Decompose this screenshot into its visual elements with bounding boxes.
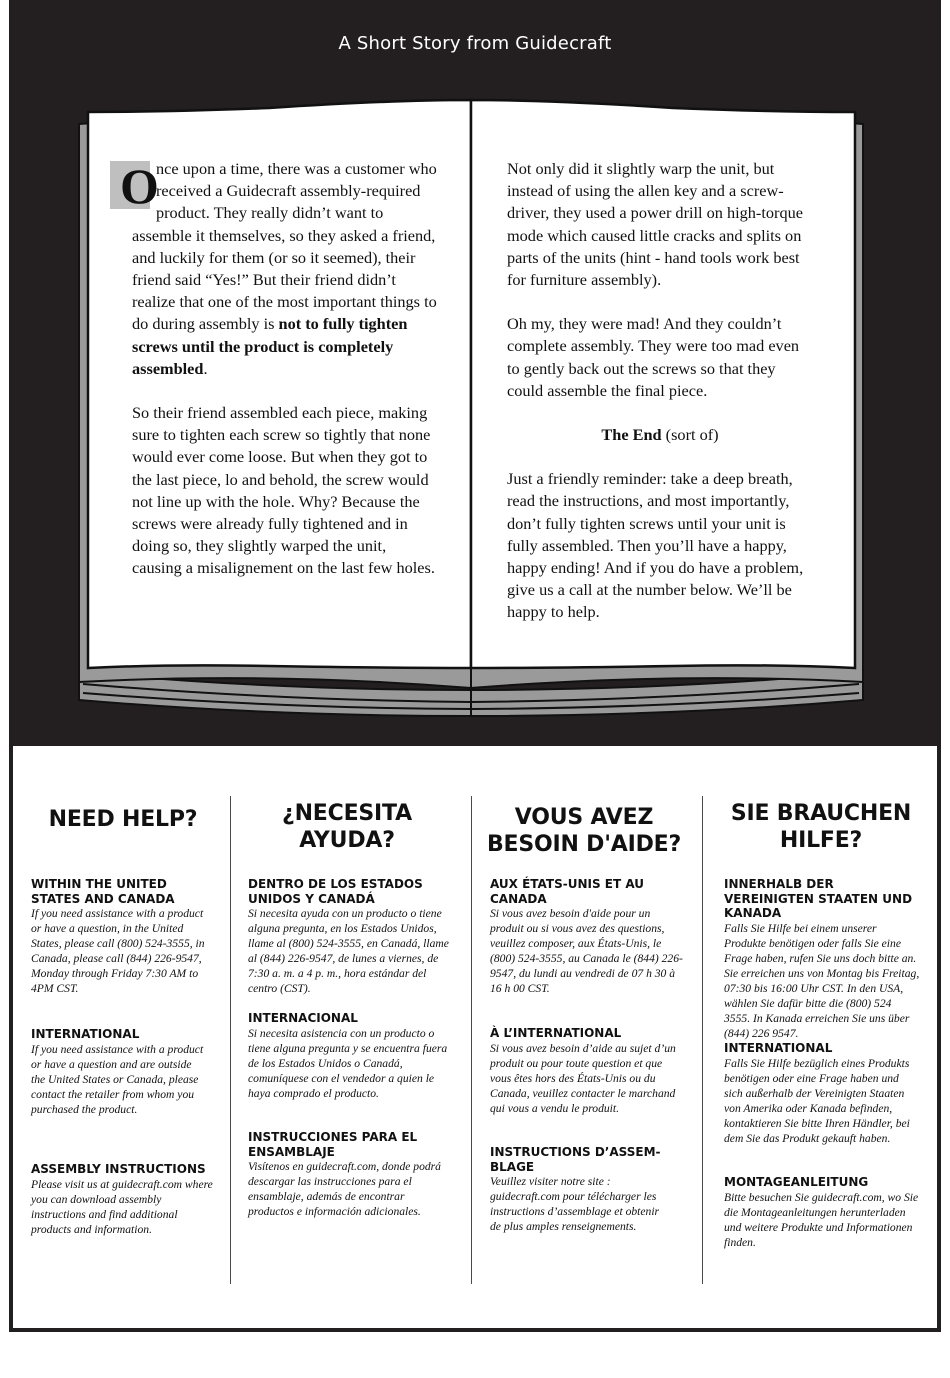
help-heading: VOUS AVEZ BESOIN D'AIDE?	[486, 805, 682, 857]
story-paragraph-3: Not only did it slightly warp the unit, but instead of using the allen key and a screw-driver, they used a power drill on high-torque mode which caused little cracks and splits on parts of the units (hint - hand tools work best for furniture assembly).	[507, 159, 803, 290]
section-body: Falls Sie Hilfe bezüglich eines Produkts benötigen oder eine Frage haben und sich außerhalb der Vereinigten Staaten von Amerika oder Kanada befinden, kontaktieren Sie bitte Ihren Händler, bei dem Sie das Produkt gekauft haben.	[724, 1056, 910, 1145]
help-section-assembly	[490, 1145, 666, 1234]
help-heading: ¿NECESITA AYUDA?	[282, 801, 412, 853]
story-paragraph-2: So their friend assembled each piece, making sure to tighten each screw so tightly that none would ever come loose. But when they got to the last piece, lo and behold, the screw would not line up with the hole. Why? Because the screws were already fully tightened and in doing so, they slightly warped the unit, causing a misalignement on the last few holes.	[132, 403, 435, 578]
section-body: Si vous avez besoin d’aide au sujet d’un produit ou pour toute question et que vous êtes hors des États-Unis ou du Canada, veuillez contacter le marchand qui vous a vendu le produit.	[490, 1041, 676, 1115]
column-divider	[471, 796, 472, 1284]
section-body: If you need assistance with a product or have a question and are outside the United States or Canada, please contact the retailer from whom you purchased the product.	[31, 1042, 204, 1116]
column-divider	[230, 796, 231, 1284]
help-section-international	[31, 1027, 207, 1117]
story-paragraph-5: Just a friendly reminder: take a deep breath, read the instructions, and most importantly, don’t fully tighten screws until your unit is fully assembled. Then you’ll have a happy, happy ending! And if you do have a problem, give us a call at the number below. We’ll be happy to help.	[507, 469, 804, 622]
section-body: Veuillez visiter notre site : guidecraft.com pour télécharger les instructions d’assemblage et obtenir de plus amples renseignements.	[490, 1175, 660, 1233]
section-title: INTERNATIONAL	[724, 1041, 833, 1055]
help-section-international	[724, 1041, 920, 1146]
the-end-rest: (sort of)	[661, 425, 719, 445]
help-column-english	[31, 800, 215, 833]
section-title: INTERNATIONAL	[31, 1027, 140, 1041]
story-paragraph-1-text: nce upon a time, there was a customer who received a Guidecraft assembly-required product. They really didn’t want to assemble it themselves, so they asked a friend, and luckily for them (or so it seemed), their friend said “Yes!” But their friend didn’t realize that one of the most important things to do during assembly is	[132, 159, 437, 334]
story-emphasis: not to fully tighten screws until the product is completely assembled	[132, 314, 408, 378]
section-title: DENTRO DE LOS ESTADOS UNIDOS Y CANADÁ	[248, 877, 423, 906]
section-body: Si vous avez besoin d'aide pour un produit ou si vous avez des questions, veuillez composer, aux États-Unis, le (800) 524-3555, au Canada le (844) 226-9547, du lundi au vendredi de 07 h 30 à 16 h 00 CST.	[490, 907, 683, 995]
help-section-assembly	[31, 1162, 215, 1237]
help-section-domestic	[31, 877, 215, 996]
section-body: Si necesita ayuda con un producto o tiene alguna pregunta, en los Estados Unidos, llame al (800) 524-3555, en Canadá, llame al (844) 226-9547, de lunes a viernes, de 7:30 a. m. a 4 p. m., hora estándar del centro (CST).	[248, 907, 449, 995]
help-section-domestic	[248, 877, 453, 996]
help-heading: SIE BRAUCHEN HILFE?	[730, 801, 912, 853]
section-title: AUX ÉTATS-UNIS ET AU CANADA	[490, 877, 645, 906]
section-title: À L’INTERNATIONAL	[490, 1026, 622, 1040]
story-right-page	[507, 158, 813, 646]
help-section-assembly	[248, 1130, 453, 1219]
dropcap	[110, 158, 159, 214]
story-the-end	[507, 424, 813, 446]
section-body: Visítenos en guidecraft.com, donde podrá descargar las instrucciones para el ensamblaje, además de encontrar productos e información adicionales.	[248, 1160, 441, 1218]
help-section-domestic	[490, 877, 684, 996]
help-heading: NEED HELP?	[48, 807, 198, 832]
section-title: INTERNACIONAL	[248, 1011, 358, 1025]
help-column-german	[726, 800, 916, 854]
help-section-international	[248, 1011, 453, 1101]
section-title: WITHIN THE UNITED STATES AND CANADA	[31, 877, 175, 906]
section-title: INSTRUCCIONES PARA EL ENSAMBLAJE	[248, 1130, 418, 1159]
section-title: ASSEMBLY INSTRUCTIONS	[31, 1162, 206, 1176]
section-body: If you need assistance with a product or have a question, in the United States, please call (800) 524-3555, in Canada, please call (844) 226-9547, Monday through Friday 7:30 AM to 4PM CST.	[31, 907, 205, 995]
section-body: Falls Sie Hilfe bei einem unserer Produkte benötigen oder falls Sie eine Frage haben, rufen Sie uns doch bitte an. Sie erreichen uns von Montag bis Freitag, 07:30 bis 16:00 Uhr CST. In den USA, wählen Sie dafür bitte die (800) 524 3555. In Kanada erreichen Sie uns über (844) 226 9547.	[724, 921, 920, 1040]
section-title: INNERHALB DER VEREINIGTEN STAATEN UND KANADA	[724, 877, 913, 920]
section-body: Please visit us at guidecraft.com where you can download assembly instructions and find additional products and information.	[31, 1177, 213, 1236]
help-column-french	[486, 800, 682, 858]
story-paragraph-1	[120, 158, 438, 380]
section-body: Bitte besuchen Sie guidecraft.com, wo Sie die Montageanleitungen herunterladen und weitere Produkte und Informationen finden.	[724, 1190, 919, 1249]
help-section-international	[490, 1026, 686, 1116]
help-column-spanish	[262, 800, 432, 854]
dropcap-letter: O	[120, 158, 159, 214]
story-paragraph-4: Oh my, they were mad! And they couldn’t complete assembly. They were too mad even to gently back out the screws so that they could assemble the final piece.	[507, 314, 800, 400]
help-section-assembly	[724, 1175, 920, 1250]
story-paragraph-1-end: .	[203, 358, 208, 378]
help-section-domestic	[724, 877, 920, 1041]
column-divider	[702, 796, 703, 1284]
story-left-page	[120, 158, 438, 602]
section-title: INSTRUCTIONS D’ASSEM-BLAGE	[490, 1145, 661, 1174]
section-body: Si necesita asistencia con un producto o tiene alguna pregunta y se encuentra fuera de los Estados Unidos o Canadá, comuníquese con el vendedor a quien le haya comprado el producto.	[248, 1026, 448, 1100]
section-title: MONTAGEANLEITUNG	[724, 1175, 869, 1189]
the-end-bold: The End	[601, 425, 662, 445]
banner-title: A Short Story from Guidecraft	[338, 33, 612, 54]
